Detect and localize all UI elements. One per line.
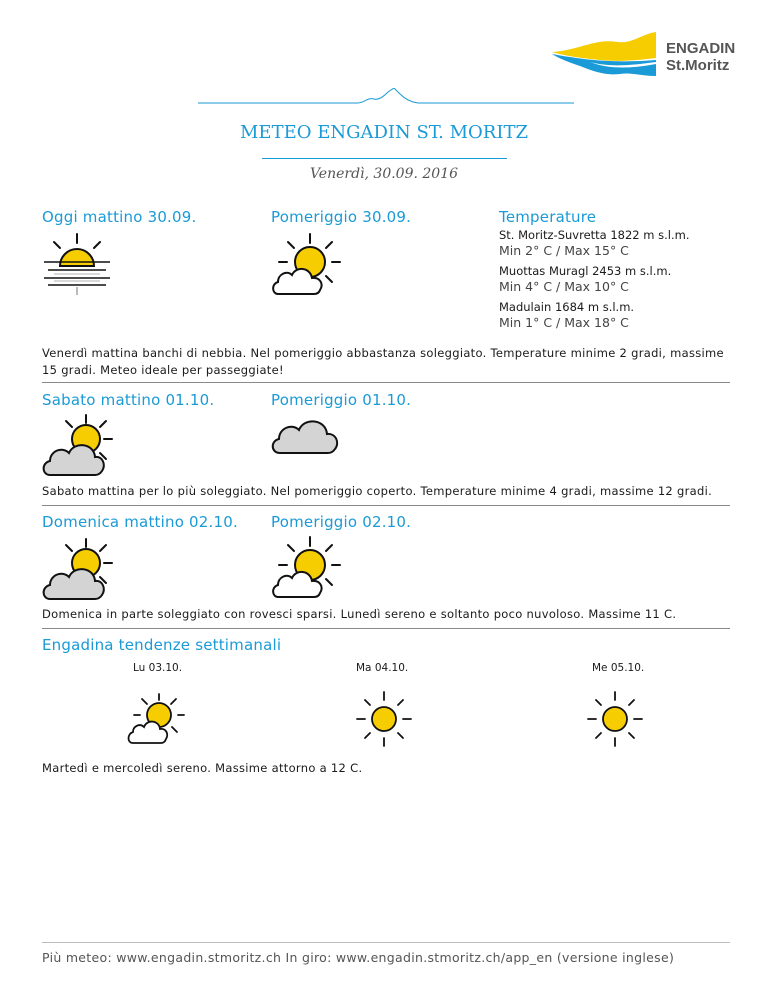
- brand-line-2: St.Moritz: [666, 57, 730, 74]
- station-temp: Min 1° C / Max 18° C: [499, 315, 629, 330]
- footer-divider: [42, 942, 730, 943]
- sun-cloud-icon: [270, 232, 345, 298]
- divider: [42, 382, 730, 383]
- station-temp: Min 2° C / Max 15° C: [499, 243, 629, 258]
- sun-cloud-icon: [270, 535, 345, 601]
- brand-line-1: ENGADIN: [666, 40, 736, 57]
- cloud-sun-icon: [40, 413, 115, 479]
- station-name: St. Moritz-Suvretta 1822 m s.l.m.: [499, 228, 690, 242]
- mountain-logo-icon: [550, 32, 660, 82]
- day2-description: Sabato mattina per lo più soleggiato. Nel pomeriggio coperto. Temperature minime 4 gradi, massime 12 gradi.: [42, 484, 713, 498]
- sun-icon: [586, 690, 644, 748]
- divider: [42, 505, 730, 506]
- page-date: Venerdì, 30.09. 2016: [309, 166, 459, 182]
- weekly-day-label: Me 05.10.: [592, 662, 645, 674]
- weekly-description: Martedì e mercoledì sereno. Massime attorno a 12 C.: [42, 761, 363, 775]
- day2-afternoon-title: Pomeriggio 01.10.: [271, 391, 412, 409]
- brand-name: [666, 40, 735, 74]
- cloud-sun-icon: [40, 537, 115, 603]
- weekly-title: Engadina tendenze settimanali: [42, 636, 282, 654]
- mountain-divider-icon: [198, 88, 574, 108]
- cloud-icon: [268, 413, 346, 479]
- fog-sun-icon: [40, 232, 115, 298]
- day1-afternoon-title: Pomeriggio 30.09.: [271, 208, 412, 226]
- day3-morning-title: Domenica mattino 02.10.: [42, 513, 238, 531]
- sun-cloud-icon: [126, 692, 188, 746]
- day3-description: Domenica in parte soleggiato con rovesci sparsi. Lunedì sereno e soltanto poco nuvoloso. Massime 11 C.: [42, 607, 677, 621]
- station-temp: Min 4° C / Max 10° C: [499, 279, 629, 294]
- footer-text: Più meteo: www.engadin.stmoritz.ch In giro: www.engadin.stmoritz.ch/app_en (versione inglese): [42, 950, 675, 965]
- brand-logo: [550, 32, 740, 82]
- title-underline: [262, 158, 507, 159]
- temperature-block: [499, 228, 690, 330]
- weekly-day-label: Lu 03.10.: [133, 662, 183, 674]
- day2-morning-title: Sabato mattino 01.10.: [42, 391, 215, 409]
- sun-icon: [355, 690, 413, 748]
- day3-afternoon-title: Pomeriggio 02.10.: [271, 513, 412, 531]
- weekly-day-label: Ma 04.10.: [356, 662, 409, 674]
- day1-morning-title: Oggi mattino 30.09.: [42, 208, 197, 226]
- divider: [42, 628, 730, 629]
- day1-description: Venerdì mattina banchi di nebbia. Nel pomeriggio abbastanza soleggiato. Temperature minime 2 gradi, massime 15 gradi. Meteo ideale per passeggiate!: [42, 346, 724, 377]
- temperature-title: Temperature: [499, 208, 597, 226]
- station-name: Muottas Muragl 2453 m s.l.m.: [499, 264, 672, 278]
- station-name: Madulain 1684 m s.l.m.: [499, 300, 635, 314]
- page-title: METEO ENGADIN ST. MORITZ: [240, 122, 528, 143]
